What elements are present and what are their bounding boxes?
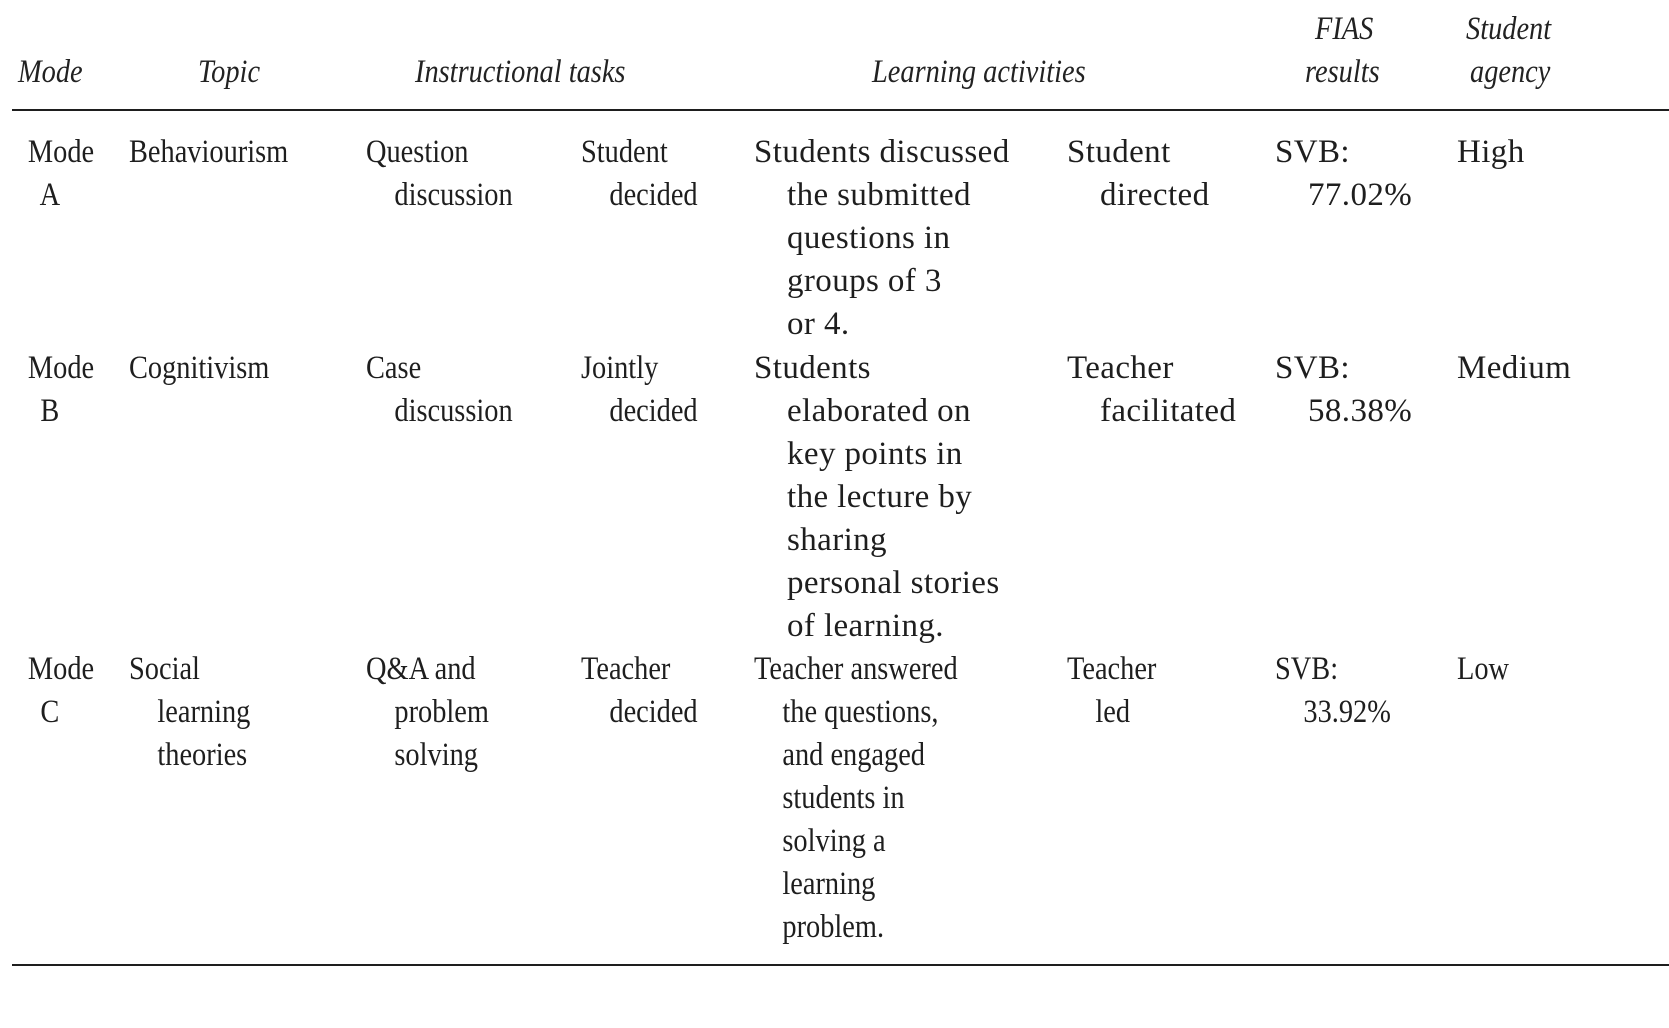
activity-role-line: directed [1100,177,1210,213]
row-c-activity [754,648,958,949]
row-c-agency: Low [1457,651,1510,687]
header-topic: Topic [198,54,261,90]
row-b-task-decision [581,347,698,433]
row-b-activity [754,347,1000,648]
row-a-mode [18,131,104,217]
row-c-task [366,648,489,777]
fias-label: SVB: [1275,350,1350,386]
task-decision-line: decided [609,694,698,730]
row-a-activity-role [1067,131,1209,217]
task-decision-line: decided [609,393,698,429]
activity-line: key points in [787,436,963,472]
activity-line: problem. [782,909,885,945]
row-b-topic [129,347,269,390]
fias-value: 58.38% [1308,393,1413,429]
task-line: Case [366,350,422,386]
activity-role-line: facilitated [1100,393,1237,429]
mode-label: Mode [27,651,95,687]
row-c-mode [18,648,104,734]
mode-label: Mode [27,134,95,170]
activity-role-line: Teacher [1067,350,1174,386]
row-b-mode [18,347,104,433]
task-line: discussion [394,177,513,213]
task-line: solving [394,737,478,773]
row-a-topic [129,131,288,174]
mode-letter: A [39,177,61,213]
activity-line: and engaged [782,737,926,773]
fias-value: 77.02% [1308,177,1413,213]
header-learning-activities: Learning activities [872,54,1086,90]
topic-line: theories [157,737,248,773]
row-b-task [366,347,513,433]
activity-line: groups of 3 [787,263,942,299]
task-decision-line: Teacher [581,651,671,687]
header-instructional-tasks: Instructional tasks [415,54,626,90]
header-fias-results-line1: FIAS [1315,11,1374,47]
row-c-topic [129,648,250,777]
activity-line: of learning. [787,608,944,644]
row-c-fias [1275,648,1391,734]
activity-line: students in [782,780,905,816]
row-c-task-decision [581,648,698,734]
activity-line: learning [782,866,876,902]
row-a-fias [1275,131,1412,217]
activity-line: Teacher answered [754,651,958,687]
row-b-activity-role [1067,347,1236,433]
activity-line: the questions, [782,694,939,730]
row-a-activity [754,131,1010,346]
activity-role-line: Student [1067,134,1171,170]
activity-role-line: Teacher [1067,651,1157,687]
activity-line: questions in [787,220,951,256]
topic-line: learning [157,694,251,730]
topic-line: Cognitivism [129,350,270,386]
header-rule [12,109,1669,111]
row-a-task-decision [581,131,698,217]
header-student-agency-line1: Student [1466,11,1552,47]
row-b-fias [1275,347,1412,433]
task-line: discussion [394,393,513,429]
activity-line: elaborated on [787,393,971,429]
header-mode: Mode [18,54,83,90]
topic-line: Behaviourism [129,134,289,170]
activity-line: sharing [787,522,887,558]
activity-line: solving a [782,823,886,859]
activity-line: the submitted [787,177,971,213]
task-line: Q&A and [366,651,476,687]
mode-letter: C [40,694,60,730]
mode-letter: B [40,393,60,429]
row-a-agency: High [1457,134,1525,170]
fias-label: SVB: [1275,651,1339,687]
activity-line: Students [754,350,871,386]
bottom-rule [12,964,1669,966]
task-decision-line: Student [581,134,668,170]
row-c-activity-role [1067,648,1156,734]
activity-role-line: led [1095,694,1131,730]
task-line: Question [366,134,469,170]
header-fias-results-line2: results [1305,54,1380,90]
activity-line: the lecture by [787,479,973,515]
topic-line: Social [129,651,200,687]
mode-label: Mode [27,350,95,386]
task-decision-line: decided [609,177,698,213]
fias-label: SVB: [1275,134,1350,170]
row-a-task [366,131,513,217]
header-student-agency-line2: agency [1470,54,1551,90]
task-decision-line: Jointly [581,350,659,386]
row-b-agency: Medium [1457,350,1572,386]
task-line: problem [394,694,489,730]
activity-line: personal stories [787,565,1000,601]
activity-line: Students discussed [754,134,1010,170]
activity-line: or 4. [787,306,850,342]
fias-value: 33.92% [1303,694,1391,730]
